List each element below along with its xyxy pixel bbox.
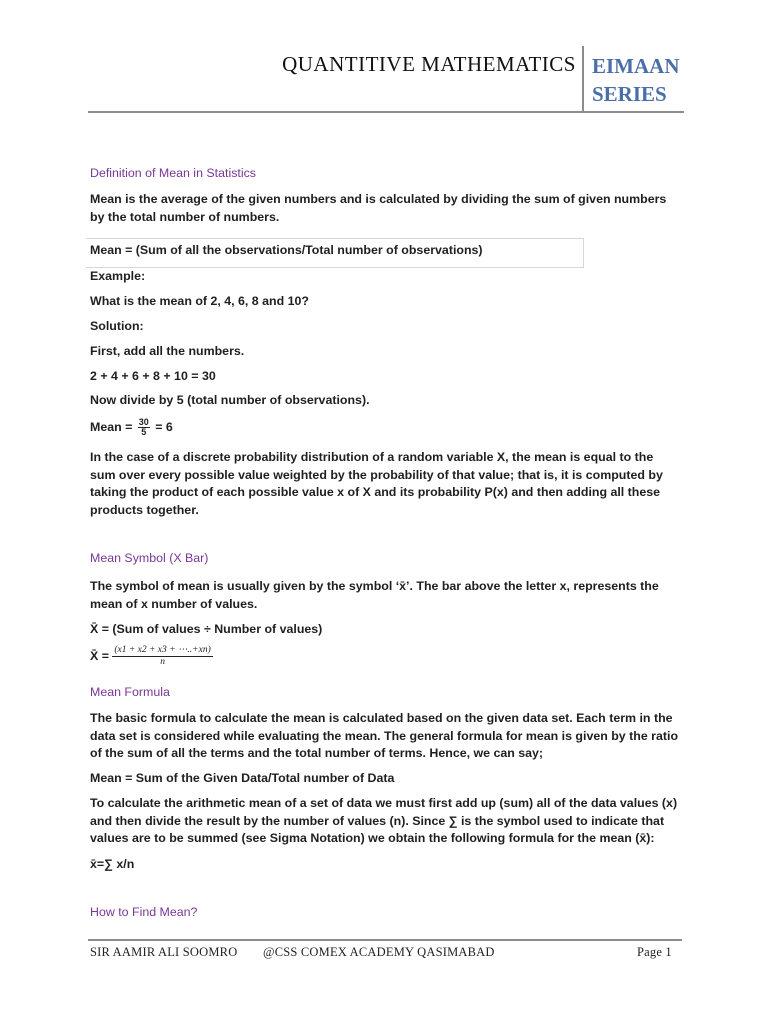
mean-result: = 6 bbox=[151, 419, 173, 434]
heading-mean-formula: Mean Formula bbox=[90, 685, 170, 699]
xbar-denominator: n bbox=[160, 657, 165, 667]
mean-prefix: Mean = bbox=[90, 419, 136, 434]
xbar-prefix: X̄ = bbox=[90, 648, 113, 663]
footer-academy: @CSS COMEX ACADEMY QASIMABAD bbox=[263, 945, 495, 959]
fraction-denominator: 5 bbox=[141, 427, 147, 437]
heading-mean-symbol: Mean Symbol (X Bar) bbox=[90, 551, 209, 565]
series-brand bbox=[592, 52, 692, 108]
heading-definition: Definition of Mean in Statistics bbox=[90, 166, 256, 180]
solution-step-2: 2 + 4 + 6 + 8 + 10 = 30 bbox=[90, 369, 216, 383]
xbar-fraction bbox=[112, 645, 212, 668]
document-title: QUANTITIVE MATHEMATICS bbox=[282, 52, 576, 76]
footer-rule bbox=[88, 939, 682, 941]
brand-line-2: SERIES bbox=[592, 82, 667, 106]
footer-page-number: Page 1 bbox=[637, 945, 672, 959]
xbar-formula-line bbox=[90, 645, 680, 668]
mean-fraction bbox=[138, 418, 150, 437]
header-rule bbox=[88, 111, 684, 113]
discrete-paragraph: In the case of a discrete probability distribution of a random variable X, the mean is equal to the sum over every possible value weighted by the probability of that value; that is, it is computed by taking the product of each possible value x of X and its probability P(x) and then adding all these products together. bbox=[90, 450, 663, 517]
example-label: Example: bbox=[90, 269, 146, 283]
solution-label: Solution: bbox=[90, 319, 144, 333]
heading-how-to-find-mean: How to Find Mean? bbox=[90, 905, 198, 919]
formula-paragraph: The basic formula to calculate the mean is calculated based on the given data set. Each term in the data set is considered while evaluating the mean. The general formula for mean is given by the ratio of the sum of all the terms and the total number of terms. Hence, we can say; bbox=[90, 711, 679, 760]
fraction-numerator: 30 bbox=[138, 417, 149, 427]
solution-step-3: Now divide by 5 (total number of observations). bbox=[90, 393, 370, 407]
example-question: What is the mean of 2, 4, 6, 8 and 10? bbox=[90, 294, 309, 308]
boxed-formula-text: Mean = (Sum of all the observations/Total number of observations) bbox=[90, 243, 483, 257]
solution-step-1: First, add all the numbers. bbox=[90, 344, 245, 358]
xbar-definition: X̄ = (Sum of values ÷ Number of values) bbox=[90, 622, 323, 636]
symbol-paragraph: The symbol of mean is usually given by the symbol ‘x̄’. The bar above the letter x, represents the mean of x number of values. bbox=[90, 579, 659, 611]
sigma-formula: x̄=∑ x/n bbox=[90, 857, 135, 871]
definition-paragraph: Mean is the average of the given numbers and is calculated by dividing the sum of given numbers by the total number of numbers. bbox=[90, 192, 667, 224]
brand-line-1: EIMAAN bbox=[592, 54, 680, 78]
arithmetic-paragraph: To calculate the arithmetic mean of a set of data we must first add up (sum) all of the data values (x) and then divide the result by the number of values (n). Since ∑ is the symbol used to indicate that values are to be summed (see Sigma Notation) we obtain the following formula for the mean (x̄): bbox=[90, 796, 678, 845]
header-divider-vertical bbox=[582, 46, 584, 112]
footer-author: SIR AAMIR ALI SOOMRO bbox=[90, 945, 238, 959]
formula-box bbox=[86, 238, 584, 268]
mean-result-line bbox=[90, 418, 680, 437]
formula-line: Mean = Sum of the Given Data/Total number of Data bbox=[90, 771, 395, 785]
xbar-numerator: (x1 + x2 + x3 + ⋯..+xn) bbox=[114, 645, 211, 655]
